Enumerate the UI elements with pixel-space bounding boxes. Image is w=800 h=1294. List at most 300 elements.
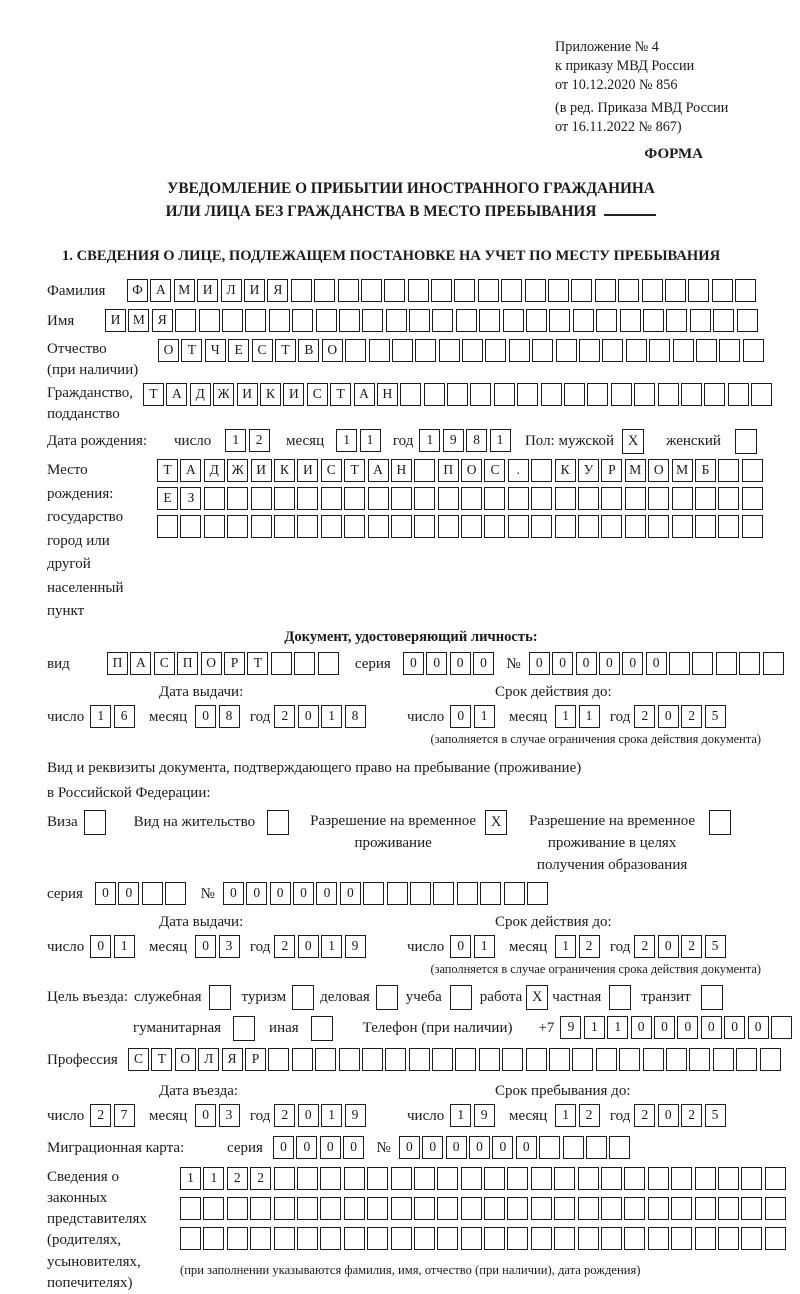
char-cell[interactable]	[142, 882, 163, 905]
char-cell[interactable]	[564, 383, 585, 406]
char-cell[interactable]	[339, 309, 360, 332]
char-cell[interactable]: 1	[555, 935, 576, 958]
char-cell[interactable]: 1	[225, 429, 246, 452]
char-cell[interactable]: Л	[198, 1048, 219, 1071]
char-cell[interactable]: 0	[340, 882, 361, 905]
residence-expiry-month[interactable]	[555, 935, 602, 958]
char-cell[interactable]	[203, 1227, 224, 1250]
char-cell[interactable]: К	[260, 383, 281, 406]
char-cell[interactable]	[596, 1048, 617, 1071]
char-cell[interactable]	[573, 309, 594, 332]
char-cell[interactable]	[251, 487, 272, 510]
doc-type-field[interactable]	[107, 652, 341, 675]
char-cell[interactable]: Я	[152, 309, 173, 332]
char-cell[interactable]: 0	[298, 705, 319, 728]
char-cell[interactable]	[387, 882, 408, 905]
char-cell[interactable]: Ж	[213, 383, 234, 406]
char-cell[interactable]: 0	[701, 1016, 722, 1039]
char-cell[interactable]: В	[298, 339, 319, 362]
char-cell[interactable]	[344, 515, 365, 538]
char-cell[interactable]	[297, 487, 318, 510]
option-residence-permit-checkbox[interactable]	[267, 810, 289, 835]
char-cell[interactable]	[199, 309, 220, 332]
char-cell[interactable]	[484, 515, 505, 538]
char-cell[interactable]	[391, 1197, 412, 1220]
char-cell[interactable]: 2	[274, 935, 295, 958]
char-cell[interactable]: У	[578, 459, 599, 482]
char-cell[interactable]	[438, 487, 459, 510]
char-cell[interactable]: И	[237, 383, 258, 406]
char-cell[interactable]	[718, 459, 739, 482]
char-cell[interactable]: 5	[705, 935, 726, 958]
identity-expiry-day[interactable]	[450, 705, 497, 728]
char-cell[interactable]	[672, 487, 693, 510]
char-cell[interactable]	[455, 1048, 476, 1071]
char-cell[interactable]: 7	[114, 1104, 135, 1127]
char-cell[interactable]	[742, 487, 763, 510]
char-cell[interactable]	[384, 279, 405, 302]
char-cell[interactable]	[624, 1197, 645, 1220]
char-cell[interactable]	[250, 1227, 271, 1250]
char-cell[interactable]: Б	[695, 459, 716, 482]
char-cell[interactable]: Р	[224, 652, 245, 675]
char-cell[interactable]	[345, 339, 366, 362]
char-cell[interactable]: И	[197, 279, 218, 302]
char-cell[interactable]: 0	[654, 1016, 675, 1039]
char-cell[interactable]: П	[107, 652, 128, 675]
char-cell[interactable]: 0	[90, 935, 111, 958]
char-cell[interactable]	[385, 1048, 406, 1071]
char-cell[interactable]: Е	[228, 339, 249, 362]
char-cell[interactable]	[292, 309, 313, 332]
stay-year-field[interactable]	[634, 1104, 728, 1127]
char-cell[interactable]	[409, 1048, 430, 1071]
char-cell[interactable]: 0	[195, 1104, 216, 1127]
char-cell[interactable]	[611, 383, 632, 406]
char-cell[interactable]: 2	[579, 935, 600, 958]
char-cell[interactable]: 2	[274, 1104, 295, 1127]
char-cell[interactable]	[321, 515, 342, 538]
char-cell[interactable]	[484, 1167, 505, 1190]
char-cell[interactable]	[704, 383, 725, 406]
char-cell[interactable]	[315, 1048, 336, 1071]
char-cell[interactable]	[555, 515, 576, 538]
phone-field[interactable]	[560, 1016, 794, 1039]
char-cell[interactable]: 0	[658, 705, 679, 728]
char-cell[interactable]: 2	[634, 935, 655, 958]
char-cell[interactable]: А	[150, 279, 171, 302]
char-cell[interactable]	[462, 339, 483, 362]
residence-series-field[interactable]	[95, 882, 189, 905]
char-cell[interactable]	[414, 1167, 435, 1190]
char-cell[interactable]	[695, 1167, 716, 1190]
char-cell[interactable]: 0	[446, 1136, 467, 1159]
char-cell[interactable]	[531, 1167, 552, 1190]
char-cell[interactable]: 9	[345, 1104, 366, 1127]
char-cell[interactable]	[245, 309, 266, 332]
char-cell[interactable]	[765, 1197, 786, 1220]
char-cell[interactable]: Я	[222, 1048, 243, 1071]
char-cell[interactable]: А	[166, 383, 187, 406]
char-cell[interactable]	[507, 1227, 528, 1250]
char-cell[interactable]	[274, 515, 295, 538]
char-cell[interactable]	[619, 1048, 640, 1071]
char-cell[interactable]	[447, 383, 468, 406]
char-cell[interactable]	[368, 487, 389, 510]
char-cell[interactable]: 0	[724, 1016, 745, 1039]
char-cell[interactable]	[532, 339, 553, 362]
char-cell[interactable]	[556, 339, 577, 362]
char-cell[interactable]	[648, 1197, 669, 1220]
char-cell[interactable]: 2	[681, 935, 702, 958]
char-cell[interactable]: Ч	[205, 339, 226, 362]
char-cell[interactable]: 2	[274, 705, 295, 728]
char-cell[interactable]	[620, 309, 641, 332]
char-cell[interactable]	[480, 882, 501, 905]
char-cell[interactable]	[292, 1048, 313, 1071]
char-cell[interactable]: Т	[247, 652, 268, 675]
char-cell[interactable]: О	[648, 459, 669, 482]
char-cell[interactable]	[689, 1048, 710, 1071]
char-cell[interactable]	[321, 487, 342, 510]
char-cell[interactable]	[713, 1048, 734, 1071]
char-cell[interactable]: 1	[336, 429, 357, 452]
char-cell[interactable]	[414, 1227, 435, 1250]
char-cell[interactable]	[314, 279, 335, 302]
char-cell[interactable]: Т	[275, 339, 296, 362]
char-cell[interactable]: 1	[114, 935, 135, 958]
char-cell[interactable]: М	[174, 279, 195, 302]
char-cell[interactable]	[718, 515, 739, 538]
char-cell[interactable]	[269, 309, 290, 332]
char-cell[interactable]: И	[244, 279, 265, 302]
char-cell[interactable]: 0	[343, 1136, 364, 1159]
char-cell[interactable]	[291, 279, 312, 302]
char-cell[interactable]	[718, 1227, 739, 1250]
char-cell[interactable]	[771, 1016, 792, 1039]
char-cell[interactable]	[251, 515, 272, 538]
char-cell[interactable]: 9	[560, 1016, 581, 1039]
char-cell[interactable]	[320, 1197, 341, 1220]
sex-male-checkbox[interactable]: X	[622, 429, 644, 454]
char-cell[interactable]: Н	[391, 459, 412, 482]
char-cell[interactable]	[367, 1227, 388, 1250]
char-cell[interactable]	[437, 1167, 458, 1190]
char-cell[interactable]: 0	[223, 882, 244, 905]
char-cell[interactable]	[549, 309, 570, 332]
char-cell[interactable]	[180, 1227, 201, 1250]
entry-year-field[interactable]	[274, 1104, 368, 1127]
char-cell[interactable]	[431, 279, 452, 302]
char-cell[interactable]	[517, 383, 538, 406]
char-cell[interactable]	[695, 515, 716, 538]
entry-month-field[interactable]	[195, 1104, 242, 1127]
char-cell[interactable]	[572, 1048, 593, 1071]
char-cell[interactable]: К	[555, 459, 576, 482]
char-cell[interactable]	[391, 487, 412, 510]
char-cell[interactable]	[157, 515, 178, 538]
char-cell[interactable]	[461, 1227, 482, 1250]
char-cell[interactable]: Ф	[127, 279, 148, 302]
residence-expiry-year[interactable]	[634, 935, 728, 958]
char-cell[interactable]	[718, 1197, 739, 1220]
char-cell[interactable]	[648, 487, 669, 510]
char-cell[interactable]	[648, 515, 669, 538]
char-cell[interactable]: Р	[245, 1048, 266, 1071]
char-cell[interactable]	[484, 1227, 505, 1250]
char-cell[interactable]	[461, 1167, 482, 1190]
char-cell[interactable]	[508, 515, 529, 538]
char-cell[interactable]: 1	[90, 705, 111, 728]
char-cell[interactable]	[408, 279, 429, 302]
doc-series-field[interactable]	[403, 652, 497, 675]
char-cell[interactable]: 1	[203, 1167, 224, 1190]
char-cell[interactable]	[681, 383, 702, 406]
char-cell[interactable]	[648, 1227, 669, 1250]
char-cell[interactable]	[696, 339, 717, 362]
char-cell[interactable]	[601, 1227, 622, 1250]
char-cell[interactable]	[531, 1197, 552, 1220]
char-cell[interactable]: Ж	[227, 459, 248, 482]
char-cell[interactable]	[432, 309, 453, 332]
char-cell[interactable]	[227, 515, 248, 538]
char-cell[interactable]: 0	[658, 1104, 679, 1127]
char-cell[interactable]	[414, 487, 435, 510]
char-cell[interactable]	[719, 339, 740, 362]
char-cell[interactable]: 0	[195, 935, 216, 958]
char-cell[interactable]: О	[175, 1048, 196, 1071]
char-cell[interactable]: С	[307, 383, 328, 406]
char-cell[interactable]: 0	[469, 1136, 490, 1159]
purpose-tourism-checkbox[interactable]	[292, 985, 314, 1010]
char-cell[interactable]	[643, 1048, 664, 1071]
char-cell[interactable]: 0	[599, 652, 620, 675]
identity-issue-day[interactable]	[90, 705, 137, 728]
char-cell[interactable]	[595, 279, 616, 302]
char-cell[interactable]	[658, 383, 679, 406]
identity-expiry-year[interactable]	[634, 705, 728, 728]
surname-field[interactable]	[127, 279, 759, 302]
purpose-business-checkbox[interactable]	[376, 985, 398, 1010]
char-cell[interactable]: С	[321, 459, 342, 482]
char-cell[interactable]	[461, 487, 482, 510]
char-cell[interactable]: 1	[607, 1016, 628, 1039]
char-cell[interactable]: 9	[345, 935, 366, 958]
birth-year-field[interactable]	[419, 429, 513, 452]
char-cell[interactable]: 2	[579, 1104, 600, 1127]
char-cell[interactable]: И	[251, 459, 272, 482]
char-cell[interactable]: 9	[443, 429, 464, 452]
char-cell[interactable]: 2	[90, 1104, 111, 1127]
char-cell[interactable]: 0	[403, 652, 424, 675]
char-cell[interactable]	[362, 1048, 383, 1071]
char-cell[interactable]	[227, 1227, 248, 1250]
char-cell[interactable]	[713, 309, 734, 332]
purpose-study-checkbox[interactable]	[450, 985, 472, 1010]
char-cell[interactable]: 5	[705, 705, 726, 728]
char-cell[interactable]	[392, 339, 413, 362]
char-cell[interactable]: М	[672, 459, 693, 482]
char-cell[interactable]	[509, 339, 530, 362]
char-cell[interactable]: Т	[344, 459, 365, 482]
char-cell[interactable]: 2	[634, 1104, 655, 1127]
purpose-other-checkbox[interactable]	[311, 1016, 333, 1041]
char-cell[interactable]	[507, 1197, 528, 1220]
char-cell[interactable]: П	[438, 459, 459, 482]
char-cell[interactable]	[438, 515, 459, 538]
char-cell[interactable]	[587, 383, 608, 406]
char-cell[interactable]: 2	[227, 1167, 248, 1190]
char-cell[interactable]: С	[128, 1048, 149, 1071]
char-cell[interactable]	[479, 309, 500, 332]
char-cell[interactable]	[414, 459, 435, 482]
char-cell[interactable]	[339, 1048, 360, 1071]
char-cell[interactable]: 0	[658, 935, 679, 958]
char-cell[interactable]	[718, 1167, 739, 1190]
char-cell[interactable]	[743, 339, 764, 362]
char-cell[interactable]	[665, 279, 686, 302]
char-cell[interactable]	[414, 515, 435, 538]
representatives-field-row3[interactable]	[180, 1227, 788, 1250]
char-cell[interactable]	[414, 1197, 435, 1220]
char-cell[interactable]	[531, 515, 552, 538]
residence-issue-month[interactable]	[195, 935, 242, 958]
char-cell[interactable]	[718, 487, 739, 510]
char-cell[interactable]: 0	[320, 1136, 341, 1159]
char-cell[interactable]	[666, 309, 687, 332]
char-cell[interactable]: 2	[250, 1167, 271, 1190]
char-cell[interactable]: 2	[681, 1104, 702, 1127]
char-cell[interactable]	[742, 459, 763, 482]
char-cell[interactable]	[461, 515, 482, 538]
char-cell[interactable]	[602, 339, 623, 362]
char-cell[interactable]	[437, 1197, 458, 1220]
char-cell[interactable]	[666, 1048, 687, 1071]
char-cell[interactable]	[526, 309, 547, 332]
char-cell[interactable]: 1	[321, 1104, 342, 1127]
sex-female-checkbox[interactable]	[735, 429, 757, 454]
char-cell[interactable]	[344, 1227, 365, 1250]
char-cell[interactable]	[316, 309, 337, 332]
char-cell[interactable]	[470, 383, 491, 406]
patronymic-field[interactable]	[158, 339, 766, 362]
char-cell[interactable]	[541, 383, 562, 406]
char-cell[interactable]	[741, 1167, 762, 1190]
char-cell[interactable]	[461, 1197, 482, 1220]
char-cell[interactable]: 0	[450, 652, 471, 675]
char-cell[interactable]	[624, 1227, 645, 1250]
char-cell[interactable]	[609, 1136, 630, 1159]
stay-month-field[interactable]	[555, 1104, 602, 1127]
identity-issue-month[interactable]	[195, 705, 242, 728]
char-cell[interactable]: 3	[219, 935, 240, 958]
char-cell[interactable]	[578, 515, 599, 538]
char-cell[interactable]	[391, 515, 412, 538]
identity-expiry-month[interactable]	[555, 705, 602, 728]
char-cell[interactable]: 1	[180, 1167, 201, 1190]
char-cell[interactable]: 1	[360, 429, 381, 452]
char-cell[interactable]: Т	[151, 1048, 172, 1071]
char-cell[interactable]	[344, 1197, 365, 1220]
char-cell[interactable]	[432, 1048, 453, 1071]
char-cell[interactable]	[765, 1227, 786, 1250]
char-cell[interactable]	[571, 279, 592, 302]
char-cell[interactable]: З	[180, 487, 201, 510]
char-cell[interactable]	[618, 279, 639, 302]
char-cell[interactable]	[165, 882, 186, 905]
entry-day-field[interactable]	[90, 1104, 137, 1127]
purpose-work-checkbox[interactable]: X	[526, 985, 548, 1010]
char-cell[interactable]	[648, 1167, 669, 1190]
residence-issue-year[interactable]	[274, 935, 368, 958]
char-cell[interactable]: 0	[450, 705, 471, 728]
char-cell[interactable]	[318, 652, 339, 675]
char-cell[interactable]: Л	[221, 279, 242, 302]
char-cell[interactable]	[424, 383, 445, 406]
char-cell[interactable]: И	[283, 383, 304, 406]
char-cell[interactable]	[649, 339, 670, 362]
char-cell[interactable]: 0	[422, 1136, 443, 1159]
char-cell[interactable]	[456, 309, 477, 332]
char-cell[interactable]	[271, 652, 292, 675]
char-cell[interactable]: 0	[516, 1136, 537, 1159]
char-cell[interactable]: 0	[298, 1104, 319, 1127]
char-cell[interactable]	[531, 1227, 552, 1250]
birth-place-field-row3[interactable]	[157, 515, 765, 538]
char-cell[interactable]	[527, 882, 548, 905]
char-cell[interactable]: Т	[181, 339, 202, 362]
char-cell[interactable]	[439, 339, 460, 362]
char-cell[interactable]: О	[158, 339, 179, 362]
char-cell[interactable]: К	[274, 459, 295, 482]
char-cell[interactable]: А	[354, 383, 375, 406]
char-cell[interactable]	[204, 515, 225, 538]
char-cell[interactable]: 0	[195, 705, 216, 728]
char-cell[interactable]	[484, 487, 505, 510]
char-cell[interactable]: П	[177, 652, 198, 675]
residence-expiry-day[interactable]	[450, 935, 497, 958]
citizenship-field[interactable]	[143, 383, 775, 406]
char-cell[interactable]	[673, 339, 694, 362]
birth-day-field[interactable]	[225, 429, 272, 452]
char-cell[interactable]	[554, 1197, 575, 1220]
purpose-humanitarian-checkbox[interactable]	[233, 1016, 255, 1041]
char-cell[interactable]	[601, 487, 622, 510]
char-cell[interactable]: 0	[298, 935, 319, 958]
char-cell[interactable]: Д	[204, 459, 225, 482]
char-cell[interactable]	[297, 1167, 318, 1190]
char-cell[interactable]	[555, 487, 576, 510]
char-cell[interactable]	[297, 1197, 318, 1220]
purpose-private-checkbox[interactable]	[609, 985, 631, 1010]
char-cell[interactable]	[760, 1048, 781, 1071]
char-cell[interactable]: М	[625, 459, 646, 482]
char-cell[interactable]	[362, 309, 383, 332]
char-cell[interactable]	[624, 1167, 645, 1190]
char-cell[interactable]	[274, 1167, 295, 1190]
doc-number-field[interactable]	[529, 652, 786, 675]
char-cell[interactable]	[320, 1227, 341, 1250]
char-cell[interactable]: С	[252, 339, 273, 362]
name-field[interactable]	[105, 309, 760, 332]
char-cell[interactable]	[503, 309, 524, 332]
char-cell[interactable]: Т	[143, 383, 164, 406]
char-cell[interactable]	[531, 487, 552, 510]
char-cell[interactable]: 0	[677, 1016, 698, 1039]
char-cell[interactable]	[294, 652, 315, 675]
char-cell[interactable]	[548, 279, 569, 302]
char-cell[interactable]: 0	[622, 652, 643, 675]
